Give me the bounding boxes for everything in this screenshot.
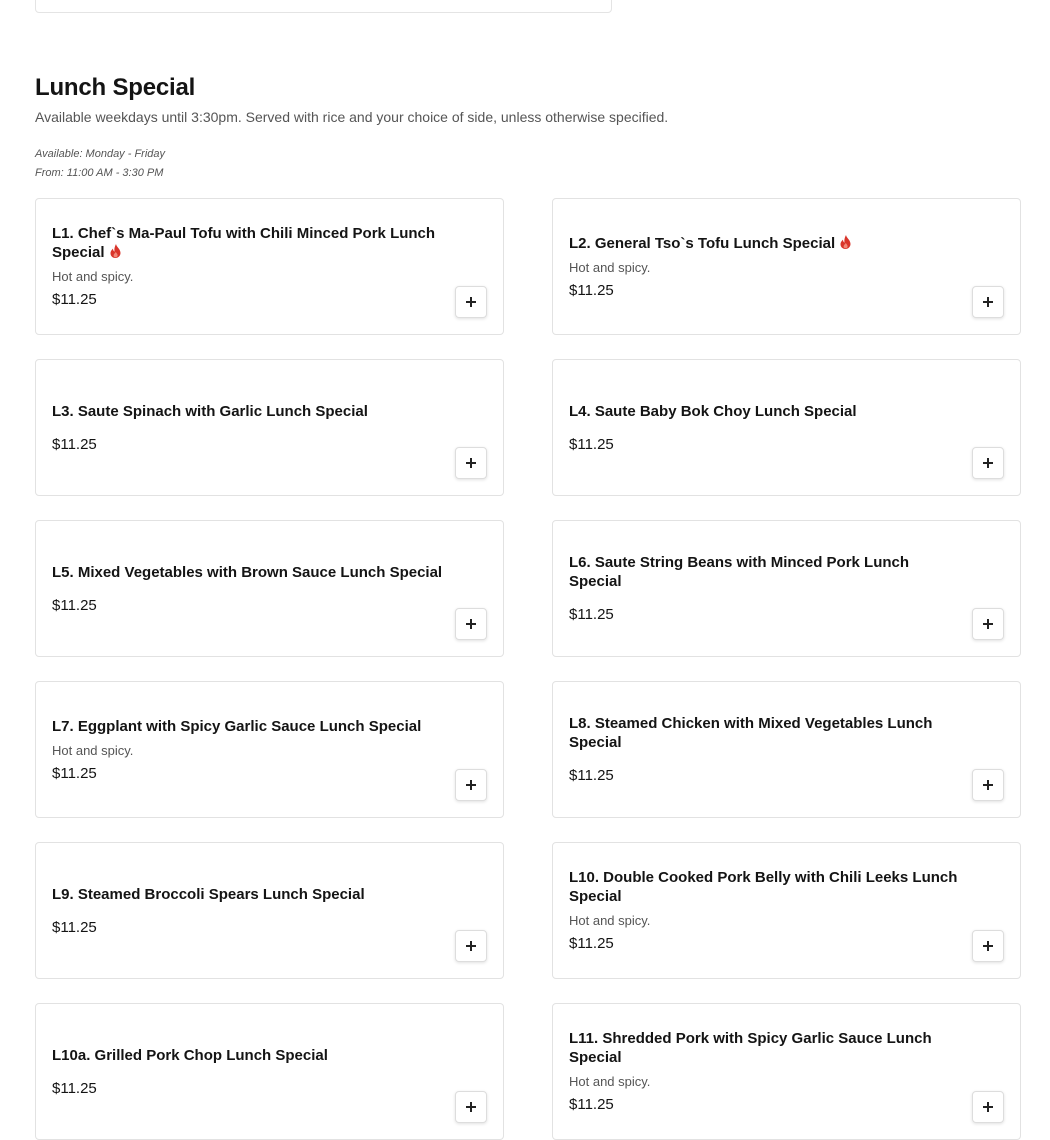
menu-item-price: $11.25 — [569, 606, 614, 623]
menu-item-name-text: L11. Shredded Pork with Spicy Garlic Sauce Lunch Special — [569, 1030, 932, 1066]
menu-item-card[interactable] — [35, 359, 504, 496]
menu-item-card[interactable] — [552, 359, 1021, 496]
menu-item-name-text: L1. Chef`s Ma-Paul Tofu with Chili Minced Pork Lunch Special — [52, 225, 436, 261]
menu-item-details — [569, 360, 960, 495]
menu-item-card[interactable] — [35, 198, 504, 335]
menu-item-price: $11.25 — [52, 291, 97, 308]
menu-item-details — [52, 682, 443, 817]
menu-item-name-text: L2. General Tso`s Tofu Lunch Special — [569, 234, 836, 252]
add-to-cart-button[interactable] — [972, 286, 1004, 318]
menu-item-name-text: L8. Steamed Chicken with Mixed Vegetables Lunch Special — [569, 715, 933, 751]
previous-menu-item-card[interactable] — [35, 0, 612, 13]
menu-item-details — [569, 1004, 960, 1139]
add-to-cart-button[interactable] — [455, 769, 487, 801]
menu-item-name — [569, 1029, 960, 1067]
menu-item-price: $11.25 — [52, 596, 97, 614]
availability-days: Available: Monday - Friday — [35, 148, 166, 160]
menu-item-name-text: L5. Mixed Vegetables with Brown Sauce Lunch Special — [52, 563, 443, 581]
menu-item-price: $11.25 — [52, 435, 97, 453]
plus-icon — [983, 780, 993, 790]
add-to-cart-button[interactable] — [455, 1091, 487, 1123]
menu-item-name — [52, 1046, 443, 1065]
menu-item-name — [52, 885, 443, 904]
menu-item-name-text: L6. Saute String Beans with Minced Pork Lunch Special — [569, 554, 910, 590]
menu-item-description: Hot and spicy. — [569, 259, 651, 275]
add-to-cart-button[interactable] — [455, 286, 487, 318]
menu-item-details — [52, 199, 443, 334]
plus-icon — [983, 941, 993, 951]
menu-item-name-text: L9. Steamed Broccoli Spears Lunch Special — [52, 885, 365, 903]
add-to-cart-button[interactable] — [972, 1091, 1004, 1123]
section-description: Available weekdays until 3:30pm. Served with rice and your choice of side, unless otherwise specified. — [35, 109, 669, 125]
menu-item-details — [52, 521, 443, 656]
plus-icon — [466, 619, 476, 629]
plus-icon — [466, 297, 476, 307]
add-to-cart-button[interactable] — [972, 930, 1004, 962]
menu-item-name — [569, 714, 960, 752]
menu-item-card[interactable] — [35, 681, 504, 818]
menu-item-details — [569, 843, 960, 978]
menu-item-name — [569, 868, 960, 906]
add-to-cart-button[interactable] — [455, 608, 487, 640]
menu-item-description: Hot and spicy. — [569, 1074, 651, 1089]
menu-item-price: $11.25 — [569, 767, 614, 784]
menu-item-name — [569, 402, 960, 421]
menu-item-name — [52, 563, 443, 582]
plus-icon — [983, 1102, 993, 1112]
menu-item-description: Hot and spicy. — [52, 269, 134, 284]
menu-item-price: $11.25 — [569, 935, 614, 952]
menu-item-details — [569, 521, 960, 656]
plus-icon — [466, 780, 476, 790]
add-to-cart-button[interactable] — [455, 930, 487, 962]
menu-item-name-text: L10a. Grilled Pork Chop Lunch Special — [52, 1046, 328, 1064]
menu-item-description: Hot and spicy. — [52, 742, 134, 758]
menu-item-name — [52, 717, 443, 736]
menu-item-card[interactable] — [35, 1003, 504, 1140]
add-to-cart-button[interactable] — [972, 447, 1004, 479]
plus-icon — [983, 297, 993, 307]
add-to-cart-button[interactable] — [972, 769, 1004, 801]
menu-item-card[interactable] — [552, 842, 1021, 979]
plus-icon — [466, 458, 476, 468]
menu-item-price: $11.25 — [52, 764, 97, 782]
add-to-cart-button[interactable] — [455, 447, 487, 479]
menu-item-card[interactable] — [552, 198, 1021, 335]
menu-item-description: Hot and spicy. — [569, 913, 651, 928]
menu-item-price: $11.25 — [569, 435, 614, 453]
section-title: Lunch Special — [35, 74, 196, 101]
menu-item-name — [569, 553, 960, 591]
menu-item-name-text: L3. Saute Spinach with Garlic Lunch Special — [52, 402, 368, 420]
menu-item-name — [52, 402, 443, 421]
menu-item-details — [52, 1004, 443, 1139]
menu-item-grid — [35, 198, 1021, 1140]
plus-icon — [466, 941, 476, 951]
menu-item-name — [569, 234, 960, 253]
flame-icon — [110, 244, 121, 258]
menu-item-card[interactable] — [552, 681, 1021, 818]
menu-item-price: $11.25 — [569, 1096, 614, 1113]
menu-item-price: $11.25 — [52, 1079, 97, 1097]
menu-item-name-text: L7. Eggplant with Spicy Garlic Sauce Lunch Special — [52, 717, 422, 735]
add-to-cart-button[interactable] — [972, 608, 1004, 640]
menu-item-details — [569, 199, 960, 334]
menu-item-name — [52, 224, 443, 262]
menu-item-name-text: L4. Saute Baby Bok Choy Lunch Special — [569, 402, 857, 420]
menu-item-card[interactable] — [35, 842, 504, 979]
menu-item-price: $11.25 — [569, 281, 614, 299]
menu-item-price: $11.25 — [52, 918, 97, 936]
menu-item-card[interactable] — [35, 520, 504, 657]
flame-icon — [840, 235, 851, 249]
menu-item-details — [52, 843, 443, 978]
menu-item-details — [52, 360, 443, 495]
menu-item-name-text: L10. Double Cooked Pork Belly with Chili Leeks Lunch Special — [569, 869, 958, 905]
availability-info — [35, 145, 165, 183]
plus-icon — [983, 458, 993, 468]
availability-hours: From: 11:00 AM - 3:30 PM — [35, 167, 164, 179]
plus-icon — [983, 619, 993, 629]
menu-item-details — [569, 682, 960, 817]
plus-icon — [466, 1102, 476, 1112]
menu-item-card[interactable] — [552, 1003, 1021, 1140]
menu-item-card[interactable] — [552, 520, 1021, 657]
